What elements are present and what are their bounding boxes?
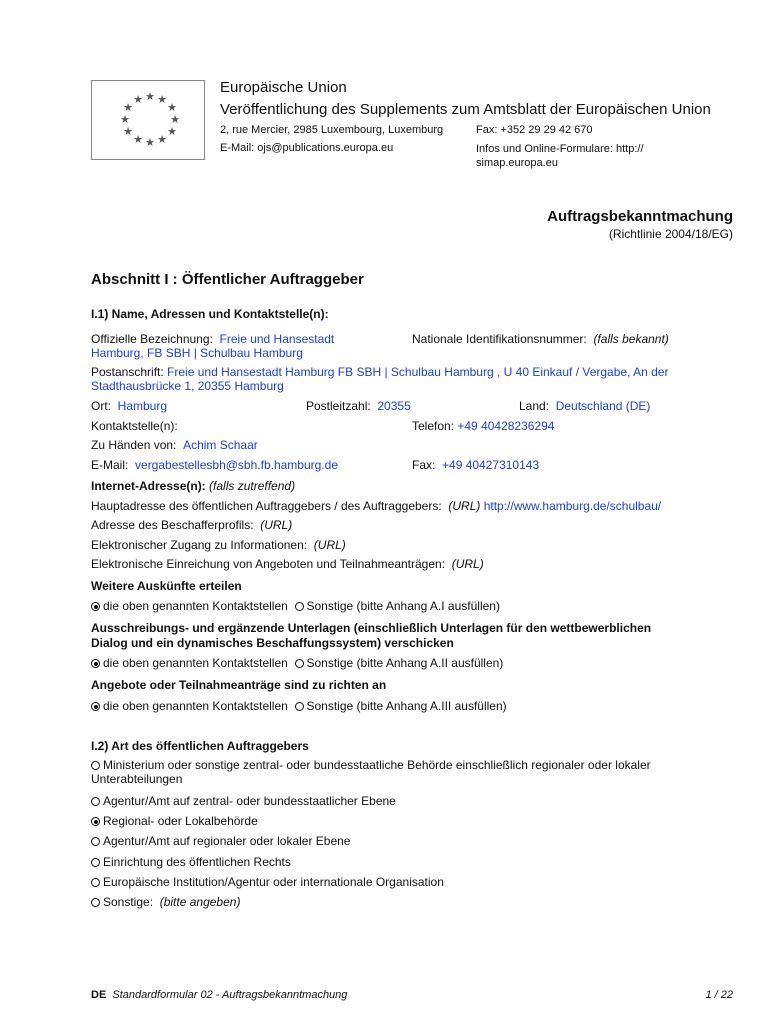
authority-other-label: Sonstige: <box>103 895 154 909</box>
publisher-infos-line-2: simap.europa.eu <box>476 157 558 169</box>
tenders-heading: Angebote oder Teilnahmeanträge sind zu richten an <box>91 678 387 692</box>
documents-heading-2: Dialog und ein dynamisches Beschaffungssystem) verschicken <box>91 636 454 650</box>
electronic-submission-row <box>91 557 484 571</box>
eu-stars-icon <box>92 81 204 159</box>
buyer-profile-row <box>91 518 292 532</box>
postal-address-row <box>91 365 668 379</box>
publisher-email: E-Mail: ojs@publications.europa.eu <box>220 142 394 154</box>
publisher-address: 2, rue Mercier, 2985 Luxembourg, Luxemburg <box>220 124 444 136</box>
zip-row <box>306 399 411 413</box>
postal-address-value-2: Stadthausbrücke 1, 20355 Hamburg <box>91 379 284 393</box>
national-id-label: Nationale Identifikationsnummer: <box>412 332 587 346</box>
electronic-submission-url-hint: (URL) <box>451 557 484 571</box>
city-label: Ort: <box>91 399 111 413</box>
further-info-contact-label: die oben genannten Kontaktstellen <box>103 599 288 613</box>
authority-ministry-label-1: Ministerium oder sonstige zentral- oder bundesstaatliche Behörde einschließlich regionaler oder lokaler <box>103 758 651 772</box>
phone-row <box>412 419 554 433</box>
buyer-profile-label: Adresse des Beschafferprofils: <box>91 518 254 532</box>
svg-text:★: ★ <box>157 133 167 146</box>
footer-left <box>91 989 347 1001</box>
country-row <box>519 399 650 413</box>
main-address-label: Hauptadresse des öffentlichen Auftraggebers / des Auftraggebers: <box>91 499 442 513</box>
attention-label: Zu Händen von: <box>91 438 177 452</box>
fax-value: +49 40427310143 <box>442 458 540 472</box>
svg-text:★: ★ <box>120 113 130 126</box>
internet-hint: (falls zutreffend) <box>209 479 296 493</box>
further-info-other-radio[interactable] <box>295 602 304 611</box>
authority-other-radio[interactable] <box>91 898 100 907</box>
footer-page-number: 1 / 22 <box>705 989 733 1001</box>
authority-national-agency-label: Agentur/Amt auf zentral- oder bundesstaatlicher Ebene <box>103 794 396 808</box>
eu-flag-logo <box>91 80 205 160</box>
authority-ministry-radio[interactable] <box>91 761 100 770</box>
section-i2-heading: I.2) Art des öffentlichen Auftraggebers <box>91 739 309 753</box>
further-info-other-label: Sonstige (bitte Anhang A.I ausfüllen) <box>306 599 500 613</box>
official-name-value-2: Hamburg, FB SBH | Schulbau Hamburg <box>91 346 303 360</box>
publisher-infos <box>476 142 644 170</box>
notice-directive: (Richtlinie 2004/18/EG) <box>608 227 733 241</box>
documents-contact-radio[interactable] <box>91 659 100 668</box>
internet-row <box>91 479 295 493</box>
tenders-options <box>91 699 507 713</box>
electronic-access-row <box>91 538 346 552</box>
electronic-access-label: Elektronischer Zugang zu Informationen: <box>91 538 308 552</box>
authority-public-law-radio[interactable] <box>91 858 100 867</box>
authority-type-public-law <box>91 855 291 869</box>
authority-type-eu-institution <box>91 875 444 889</box>
fax-label: Fax: <box>412 458 436 472</box>
contact-point-label: Kontaktstelle(n): <box>91 419 178 433</box>
authority-eu-institution-label: Europäische Institution/Agentur oder internationale Organisation <box>103 875 444 889</box>
publication-title: Veröffentlichung des Supplements zum Amtsblatt der Europäischen Union <box>220 101 711 118</box>
main-address-url-hint: (URL) <box>448 499 481 513</box>
authority-type-ministry <box>91 758 651 772</box>
authority-national-agency-radio[interactable] <box>91 797 100 806</box>
authority-regional-radio[interactable] <box>91 817 100 826</box>
main-address-row <box>91 499 661 513</box>
svg-text:★: ★ <box>133 133 143 146</box>
postal-address-label: Postanschrift: <box>91 365 164 379</box>
section-title: Abschnitt I : Öffentlicher Auftraggeber <box>91 271 364 288</box>
tenders-contact-radio[interactable] <box>91 702 100 711</box>
notice-title: Auftragsbekanntmachung <box>547 208 733 225</box>
official-name-label: Offizielle Bezeichnung: <box>91 332 213 346</box>
documents-contact-label: die oben genannten Kontaktstellen <box>103 656 288 670</box>
email-link[interactable]: vergabestellesbh@sbh.fb.hamburg.de <box>135 458 338 472</box>
publisher-infos-line-1: Infos und Online-Formulare: http:// <box>476 143 644 155</box>
authority-type-regional-agency <box>91 834 350 848</box>
documents-other-radio[interactable] <box>295 659 304 668</box>
further-info-heading: Weitere Auskünfte erteilen <box>91 579 242 593</box>
electronic-submission-label: Elektronische Einreichung von Angeboten und Teilnahmeanträgen: <box>91 557 446 571</box>
svg-text:★: ★ <box>170 113 180 126</box>
footer-language: DE <box>91 989 107 1001</box>
zip-label: Postleitzahl: <box>306 399 371 413</box>
country-value: Deutschland (DE) <box>555 399 651 413</box>
svg-text:★: ★ <box>123 125 133 138</box>
country-label: Land: <box>519 399 550 413</box>
electronic-access-url-hint: (URL) <box>313 538 346 552</box>
official-name-value-1: Freie und Hansestadt <box>219 332 335 346</box>
authority-type-national-agency <box>91 794 396 808</box>
phone-value: +49 40428236294 <box>457 419 555 433</box>
svg-text:★: ★ <box>167 125 177 138</box>
email-label: E-Mail: <box>91 458 129 472</box>
authority-other-hint: (bitte angeben) <box>159 895 241 909</box>
further-info-contact-radio[interactable] <box>91 602 100 611</box>
city-value: Hamburg <box>117 399 168 413</box>
buyer-profile-url-hint: (URL) <box>260 518 293 532</box>
section-i1-heading: I.1) Name, Adressen und Kontaktstelle(n): <box>91 307 329 321</box>
tenders-other-label: Sonstige (bitte Anhang A.III ausfüllen) <box>306 699 507 713</box>
city-row <box>91 399 167 413</box>
tenders-contact-label: die oben genannten Kontaktstellen <box>103 699 288 713</box>
fax-row <box>412 458 539 472</box>
authority-public-law-label: Einrichtung des öffentlichen Rechts <box>103 855 291 869</box>
authority-type-regional <box>91 814 258 828</box>
publisher-name: Europäische Union <box>220 79 347 96</box>
attention-row <box>91 438 258 452</box>
svg-text:★: ★ <box>157 93 167 106</box>
internet-label: Internet-Adresse(n): <box>91 479 206 493</box>
svg-text:★: ★ <box>145 136 155 149</box>
authority-eu-institution-radio[interactable] <box>91 878 100 887</box>
national-id-hint: (falls bekannt) <box>593 332 669 346</box>
zip-value: 20355 <box>377 399 411 413</box>
svg-text:★: ★ <box>123 101 133 114</box>
documents-options <box>91 656 503 670</box>
main-address-link[interactable]: http://www.hamburg.de/schulbau/ <box>483 499 662 513</box>
postal-address-value-1: Freie und Hansestadt Hamburg FB SBH | Schulbau Hamburg , U 40 Einkauf / Vergabe, An der <box>167 365 669 379</box>
documents-other-label: Sonstige (bitte Anhang A.II ausfüllen) <box>306 656 504 670</box>
publisher-fax: Fax: +352 29 29 42 670 <box>476 124 593 136</box>
authority-regional-label: Regional- oder Lokalbehörde <box>103 814 258 828</box>
documents-heading-1: Ausschreibungs- und ergänzende Unterlagen (einschließlich Unterlagen für den wettbewerblichen <box>91 621 652 635</box>
authority-regional-agency-label: Agentur/Amt auf regionaler oder lokaler Ebene <box>103 834 351 848</box>
tenders-other-radio[interactable] <box>295 702 304 711</box>
svg-text:★: ★ <box>167 101 177 114</box>
phone-label: Telefon: <box>412 419 455 433</box>
national-id-row <box>412 332 669 346</box>
footer-form-name: Standardformular 02 - Auftragsbekanntmachung <box>112 989 348 1001</box>
svg-text:★: ★ <box>133 93 143 106</box>
authority-type-other <box>91 895 240 909</box>
authority-regional-agency-radio[interactable] <box>91 837 100 846</box>
svg-text:★: ★ <box>145 90 155 103</box>
further-info-options <box>91 599 500 613</box>
email-row <box>91 458 338 472</box>
authority-ministry-label-2: Unterabteilungen <box>91 772 183 786</box>
attention-value: Achim Schaar <box>183 438 258 452</box>
official-name-row <box>91 332 334 346</box>
